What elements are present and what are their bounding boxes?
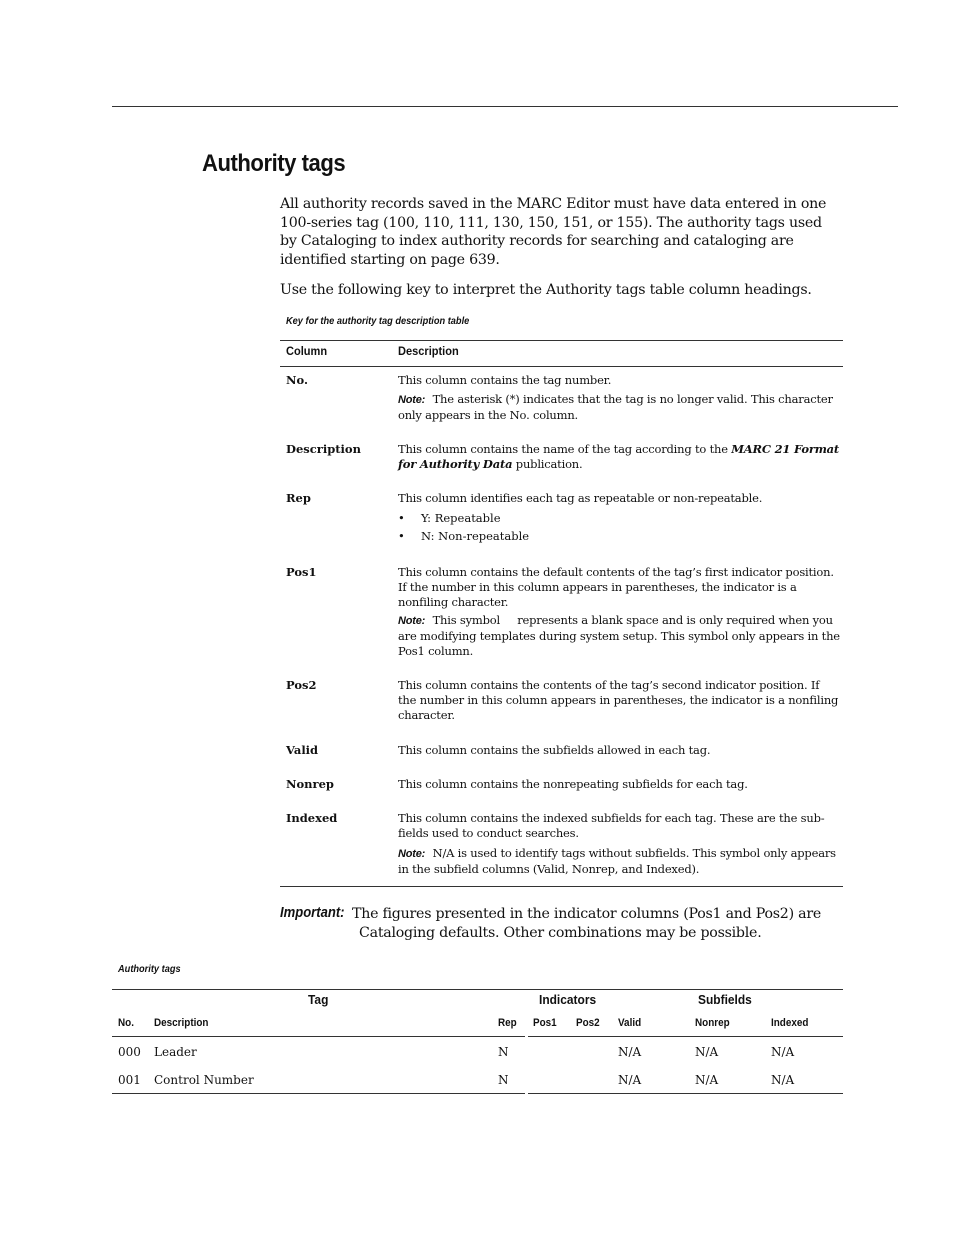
key-header-column: Column — [286, 344, 328, 358]
note-text: N/A is used to identify tags without subfields. This symbol only appears in the subfield columns (Valid, Nonrep, and Indexed). — [398, 846, 836, 876]
key-term-valid: Valid — [286, 743, 319, 757]
desc-text-before: This column contains the name of the tag according to the — [398, 442, 732, 456]
table-row-description: Leader — [154, 1045, 197, 1059]
bullet-text: N: Non-repeatable — [421, 529, 530, 543]
important-text — [352, 905, 832, 943]
page-title: Authority tags — [202, 150, 346, 177]
table-row-indexed: N/A — [771, 1045, 795, 1059]
important-label: Important: — [280, 905, 345, 921]
key-desc-nonrep: This column contains the nonrepeating subfields for each tag. — [398, 777, 748, 791]
key-table-top-rule — [280, 340, 843, 341]
note-label: Note: — [398, 848, 426, 860]
header-rule — [112, 106, 898, 107]
key-desc-valid: This column contains the subfields allowed in each tag. — [398, 743, 711, 757]
publication-title: MARC 21 Format for Authority Data — [398, 442, 840, 471]
key-term-nonrep: Nonrep — [286, 777, 334, 791]
key-desc-no: This column contains the tag number. — [398, 373, 612, 387]
group-header-subfields: Subfields — [698, 992, 752, 1007]
col-header-nonrep: Nonrep — [695, 1017, 730, 1029]
key-term-pos1: Pos1 — [286, 565, 317, 579]
intro-paragraph: All authority records saved in the MARC Editor must have data entered in one 100-series tag (100, 110, 111, 130, 150, 151, or 155). The authority tags used by Cataloging to index authority records for searching and cataloging are identified starting on page 639. — [280, 196, 827, 268]
bullet-icon: • — [398, 511, 405, 525]
key-instruction-paragraph: Use the following key to interpret the Authority tags table column headings. — [280, 282, 812, 298]
bullet-text: Y: Repeatable — [421, 511, 501, 525]
note-label: Note: — [398, 394, 426, 406]
key-term-description: Description — [286, 442, 361, 456]
table-row-valid: N/A — [618, 1045, 642, 1059]
bullet-item — [398, 529, 529, 543]
tags-table-bottom-rule — [112, 1093, 525, 1094]
tags-table-top-rule — [112, 989, 843, 990]
table-row-rep: N — [498, 1045, 509, 1059]
key-table-caption: Key for the authority tag description table — [286, 315, 470, 327]
key-term-pos2: Pos2 — [286, 678, 317, 692]
table-row-nonrep: N/A — [695, 1045, 719, 1059]
table-row-indexed: N/A — [771, 1073, 795, 1087]
tags-table-bottom-rule — [528, 1093, 843, 1094]
key-note-no — [398, 392, 840, 423]
key-desc-indexed: This column contains the indexed subfields for each tag. These are the sub-fields used to conduct searches. — [398, 811, 825, 840]
table-row-rep: N — [498, 1073, 509, 1087]
note-label: Note: — [398, 615, 426, 627]
tags-header-rule — [112, 1036, 525, 1037]
key-note-pos1 — [398, 613, 844, 659]
tags-header-rule — [528, 1036, 843, 1037]
key-header-rule — [280, 366, 843, 367]
bullet-item — [398, 511, 501, 525]
bullet-icon: • — [398, 529, 405, 543]
key-table-bottom-rule — [280, 886, 843, 887]
group-header-tag: Tag — [308, 992, 329, 1007]
table-row-description: Control Number — [154, 1073, 254, 1087]
tags-table-caption: Authority tags — [118, 963, 181, 975]
key-note-indexed — [398, 846, 840, 877]
col-header-indexed: Indexed — [771, 1017, 809, 1029]
key-desc-description — [398, 442, 840, 472]
key-desc-pos1: This column contains the default contents of the tag’s first indicator position. If the number in this column appears in parentheses, the indicator is a nonfiling character. — [398, 565, 834, 609]
key-desc-pos2: This column contains the contents of the tag’s second indicator position. If the number in this column appears in parentheses, the indicator is a nonfiling character. — [398, 678, 839, 722]
col-header-pos1: Pos1 — [533, 1017, 557, 1029]
table-row-valid: N/A — [618, 1073, 642, 1087]
col-header-rep: Rep — [498, 1017, 517, 1029]
table-row-nonrep: N/A — [695, 1073, 719, 1087]
table-row-no: 000 — [118, 1045, 141, 1059]
key-desc-rep: This column identifies each tag as repeatable or non-repeatable. — [398, 491, 763, 505]
note-text: This symbol represents a blank space and is only required when you are modifying templates during system setup. This symbol only appears in the Pos1 column. — [398, 613, 844, 658]
col-header-pos2: Pos2 — [576, 1017, 600, 1029]
col-header-valid: Valid — [618, 1017, 642, 1029]
table-row-no: 001 — [118, 1073, 141, 1087]
col-header-description: Description — [154, 1017, 209, 1029]
col-header-no: No. — [118, 1017, 134, 1029]
note-text: The asterisk (*) indicates that the tag is no longer valid. This character only appears in the No. column. — [398, 392, 833, 422]
important-line-2: Cataloging defaults. Other combinations may be possible. — [359, 925, 762, 941]
key-term-rep: Rep — [286, 491, 311, 505]
key-term-indexed: Indexed — [286, 811, 338, 825]
group-header-indicators: Indicators — [539, 992, 597, 1007]
important-line-1: The figures presented in the indicator columns (Pos1 and Pos2) are — [352, 906, 822, 922]
desc-text-after: publication. — [512, 457, 583, 471]
key-term-no: No. — [286, 373, 308, 387]
key-header-description: Description — [398, 344, 459, 358]
